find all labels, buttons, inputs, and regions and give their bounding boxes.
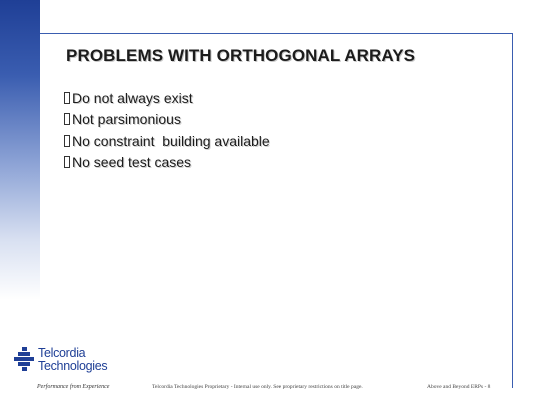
bullet-text: Do not always exist xyxy=(72,89,193,106)
logo-line2: Technologies xyxy=(38,359,108,373)
bullet-item xyxy=(64,109,270,131)
box-bullet-icon xyxy=(64,113,70,125)
bullet-text: No seed test cases xyxy=(72,154,192,171)
right-divider xyxy=(512,33,513,388)
slide-title: PROBLEMS WITH ORTHOGONAL ARRAYS xyxy=(66,46,416,65)
bullet-item xyxy=(64,152,270,174)
bullet-item xyxy=(64,130,270,152)
telcordia-logo-icon xyxy=(14,347,36,373)
box-bullet-icon xyxy=(64,92,70,104)
bullet-text: No constraint building available xyxy=(72,132,270,149)
telcordia-logo xyxy=(14,345,124,385)
bullet-text: Not parsimonious xyxy=(72,111,181,128)
box-bullet-icon xyxy=(64,135,70,147)
tagline: Performance from Experience xyxy=(37,384,110,390)
proprietary-notice: Telcordia Technologies Proprietary - Internal use only. See proprietary restrictions on title page. xyxy=(152,384,363,390)
logo-line1: Telcordia xyxy=(38,346,86,360)
box-bullet-icon xyxy=(64,156,70,168)
bullet-item xyxy=(64,87,270,109)
top-divider xyxy=(40,33,513,34)
slide-reference: Above and Beyond ERPs - 8 xyxy=(427,384,491,390)
logo-wordmark xyxy=(38,347,107,373)
bullet-list xyxy=(64,87,270,173)
side-gradient-bar xyxy=(0,0,40,300)
